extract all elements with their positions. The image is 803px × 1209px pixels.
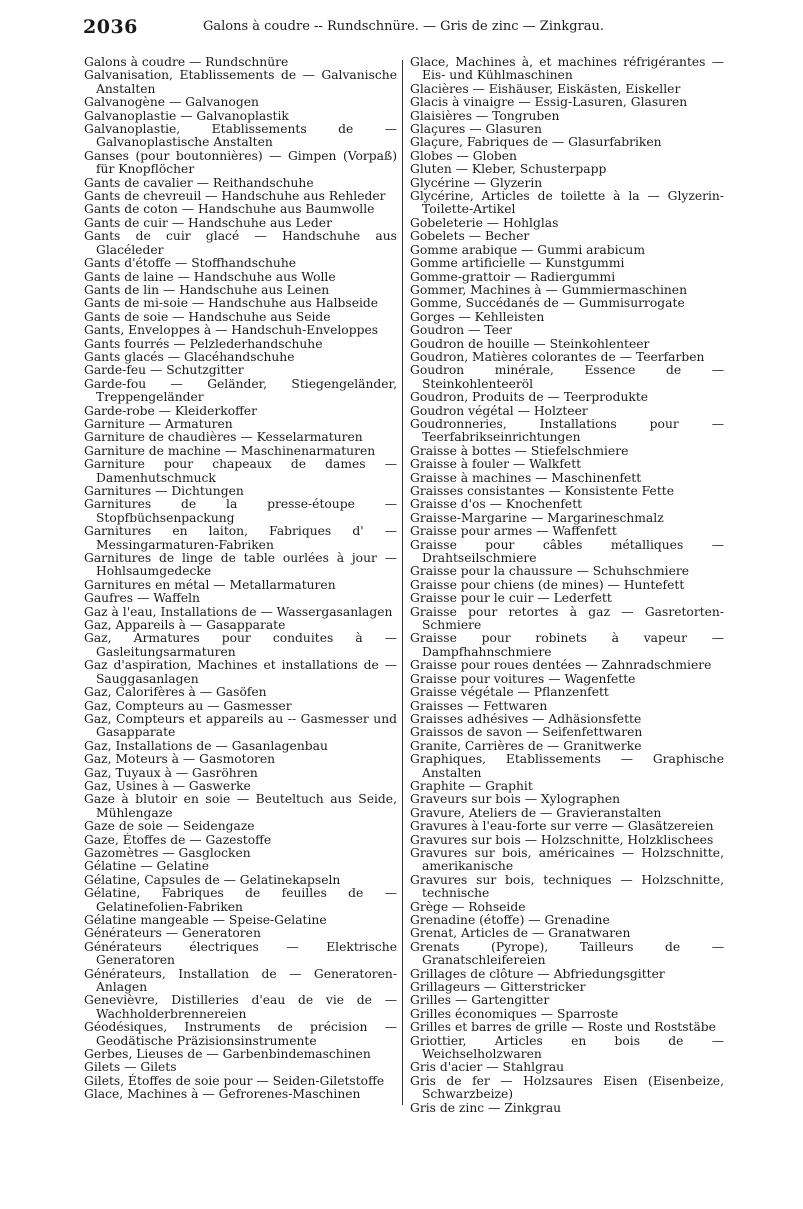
dictionary-entry: Graphiques, Etablissements — Graphische Anstalten (410, 752, 724, 780)
dictionary-entry: Genevièvre, Distilleries d'eau de vie de — Wachholderbrennereien (84, 993, 397, 1021)
dictionary-entry: Gants glacés — Glacéhandschuhe (84, 349, 295, 364)
dictionary-entry: Grilles économiques — Sparroste (410, 1006, 619, 1021)
dictionary-entry: Gants de chevreuil — Handschuhe aus Rehleder (84, 189, 386, 204)
dictionary-entry: Gravures sur bois, techniques — Holzschnitte, technische (410, 872, 724, 901)
dictionary-entry: Glacis à vinaigre — Essig-Lasuren, Glasuren (410, 95, 688, 110)
dictionary-entry: Générateurs, Installation de — Generatoren-Anlagen (84, 966, 397, 995)
dictionary-entry: Graisse pour armes — Waffenfett (410, 524, 617, 539)
dictionary-entry: Gants de cavalier — Reithandschuhe (84, 175, 314, 190)
dictionary-entry: Goudronneries, Installations pour — Teerfabrikseinrichtungen (410, 416, 724, 445)
running-title: Galons à coudre -- Rundschnüre. — Gris de zinc — Zinkgrau. (203, 19, 605, 34)
dictionary-entry: Gluten — Kleber, Schusterpapp (410, 162, 607, 177)
dictionary-entry: Gants de mi-soie — Handschuhe aus Halbseide (84, 296, 379, 311)
dictionary-entry: Gravures sur bois, américaines — Holzschnitte, amerikanische (410, 845, 724, 874)
right-column (410, 56, 724, 1115)
dictionary-entry: Grenats (Pyrope), Tailleurs de — Granatschleifereien (410, 939, 724, 968)
dictionary-entry: Gants d'étoffe — Stoffhandschuhe (84, 256, 297, 271)
dictionary-entry: Grenadine (étoffe) — Grenadine (410, 913, 610, 927)
dictionary-entry: Gazomètres — Gasglocken (84, 845, 251, 860)
dictionary-entry: Griottier, Articles en bois de — Weichselholzwaren (410, 1033, 724, 1062)
dictionary-entry: Graisse-Margarine — Margarineschmalz (410, 510, 664, 525)
dictionary-entry: Garniture de chaudières — Kesselarmaturen (84, 430, 363, 445)
dictionary-entry: Galons à coudre — Rundschnüre (84, 55, 289, 69)
dictionary-entry: Gaz, Tuyaux à — Gasröhren (84, 765, 258, 780)
dictionary-entry: Graisse pour la chaussure — Schuhschmiere (410, 564, 690, 579)
dictionary-entry: Galvanoplastie, Etablissements de — Galvanoplastische Anstalten (84, 122, 397, 150)
dictionary-entry: Graisse pour chiens (de mines) — Huntefett (410, 577, 685, 592)
dictionary-entry: Graisse pour robinets à vapeur — Dampfhahnschmiere (410, 631, 724, 659)
dictionary-entry: Garde-feu — Schutzgitter (84, 363, 244, 378)
dictionary-entry: Grillages de clôture — Abfriedungsgitter (410, 966, 665, 981)
dictionary-entry: Graisse d'os — Knochenfett (410, 497, 583, 512)
dictionary-entry: Graissos de savon — Seifenfettwaren (410, 725, 643, 740)
dictionary-entry: Graisse végétale — Pflanzenfett (410, 685, 609, 700)
dictionary-entry: Graisses adhésives — Adhäsionsfette (410, 711, 642, 726)
dictionary-entry: Gaz, Installations de — Gasanlagenbau (84, 738, 328, 753)
column-divider (402, 60, 403, 1105)
dictionary-entry: Gaz, Moteurs à — Gasmotoren (84, 752, 276, 767)
dictionary-entry: Graisse pour roues dentées — Zahnradschmiere (410, 658, 712, 673)
dictionary-entry: Gélatine — Gelatine (84, 859, 209, 874)
dictionary-entry: Goudron de houille — Steinkohlenteer (410, 336, 650, 351)
dictionary-entry: Graphite — Graphit (410, 778, 533, 793)
dictionary-entry: Gris de fer — Holzsaures Eisen (Eisenbeize, Schwarzbeize) (410, 1073, 724, 1102)
dictionary-entry: Gravures à l'eau-forte sur verre — Glasätzereien (410, 819, 714, 834)
page-number: 2036 (83, 16, 138, 38)
dictionary-entry: Gants de soie — Handschuhe aus Seide (84, 309, 331, 324)
dictionary-entry: Graisses — Fettwaren (410, 698, 548, 713)
dictionary-entry: Gravures sur bois — Holzschnitte, Holzklischees (410, 832, 714, 847)
dictionary-entry: Gaz, Compteurs au — Gasmesser (84, 698, 292, 713)
dictionary-entry: Glycérine — Glyzerin (410, 175, 543, 190)
dictionary-entry: Gomme-grattoir — Radiergummi (410, 269, 616, 284)
dictionary-entry: Gomme artificielle — Kunstgummi (410, 256, 625, 271)
dictionary-entry: Graisse à machines — Maschinenfett (410, 470, 642, 485)
dictionary-entry: Gommer, Machines à — Gummiermaschinen (410, 282, 688, 297)
dictionary-entry: Gants, Enveloppes à — Handschuh-Enveloppes (84, 323, 379, 338)
dictionary-entry: Gants de lin — Handschuhe aus Leinen (84, 282, 330, 297)
dictionary-entry: Gants de laine — Handschuhe aus Wolle (84, 269, 336, 284)
dictionary-entry: Gaze, Étoffes de — Gazestoffe (84, 832, 272, 847)
dictionary-entry: Garde-fou — Geländer, Stiegengeländer, Treppengeländer (84, 376, 397, 405)
dictionary-entry: Gaz, Calorifères à — Gasöfen (84, 685, 267, 700)
dictionary-entry: Gants fourrés — Pelzlederhandschuhe (84, 336, 323, 351)
dictionary-entry: Graisse à fouler — Walkfett (410, 457, 582, 472)
dictionary-entry: Garniture pour chapeaux de dames — Damenhutschmuck (84, 457, 397, 485)
dictionary-entry: Gaz, Armatures pour conduites à — Gasleitungsarmaturen (84, 631, 397, 659)
dictionary-entry: Gaufres — Waffeln (84, 591, 200, 606)
dictionary-entry: Grège — Rohseide (410, 899, 526, 914)
dictionary-entry: Galvanisation, Etablissements de — Galvanische Anstalten (84, 68, 397, 96)
dictionary-entry: Graisse pour câbles métalliques — Drahtseilschmiere (410, 537, 724, 566)
dictionary-entry: Gaze de soie — Seidengaze (84, 819, 255, 834)
dictionary-entry: Graisse pour retortes à gaz — Gasretorten-Schmiere (410, 604, 724, 633)
page-header (83, 16, 743, 38)
dictionary-entry: Géodésiques, Instruments de précision — Geodätische Präzisionsinstrumente (84, 1020, 397, 1048)
dictionary-entry: Gomme, Succédanés de — Gummisurrogate (410, 296, 685, 311)
dictionary-entry: Garnitures de linge de table ourlées à jour — Hohlsaumgedecke (84, 551, 397, 579)
dictionary-entry: Graisse à bottes — Stiefelschmiere (410, 443, 629, 458)
dictionary-entry: Gaz, Compteurs et appareils au -- Gasmesser und Gasapparate (84, 711, 397, 740)
dictionary-entry: Glaçures — Glasuren (410, 122, 542, 137)
dictionary-entry: Grilles et barres de grille — Roste und Roststäbe (410, 1020, 716, 1035)
dictionary-entry: Goudron — Teer (410, 323, 513, 338)
dictionary-entry: Goudron minérale, Essence de — Steinkohlenteeröl (410, 363, 724, 391)
dictionary-entry: Gants de coton — Handschuhe aus Baumwolle (84, 202, 375, 217)
dictionary-entry: Garnitures de la presse-étoupe — Stopfbüchsenpackung (84, 497, 397, 525)
dictionary-entry: Goudron végétal — Holzteer (410, 403, 588, 418)
dictionary-entry: Gélatine mangeable — Speise-Gelatine (84, 913, 327, 927)
dictionary-entry: Garniture — Armaturen (84, 416, 233, 431)
dictionary-entry: Garnitures en laiton, Fabriques d' — Messingarmaturen-Fabriken (84, 524, 397, 552)
dictionary-entry: Grillageurs — Gitterstricker (410, 980, 586, 995)
dictionary-entry: Graisses consistantes — Konsistente Fette (410, 484, 674, 498)
dictionary-entry: Générateurs — Generatoren (84, 926, 261, 941)
left-column (84, 56, 397, 1102)
dictionary-entry: Galvanogène — Galvanogen (84, 95, 259, 110)
dictionary-entry: Glacières — Eishäuser, Eiskästen, Eiskeller (410, 81, 681, 96)
dictionary-entry: Grenat, Articles de — Granatwaren (410, 926, 631, 941)
dictionary-entry: Glaçure, Fabriques de — Glasurfabriken (410, 135, 662, 150)
dictionary-entry: Gris d'acier — Stahlgrau (410, 1060, 565, 1075)
dictionary-entry: Gravure, Ateliers de — Gravieranstalten (410, 805, 662, 820)
dictionary-entry: Graisse pour le cuir — Lederfett (410, 591, 612, 606)
dictionary-entry: Grilles — Gartengitter (410, 993, 550, 1008)
dictionary-entry: Goudron, Matières colorantes de — Teerfarben (410, 349, 705, 364)
dictionary-entry: Gaz, Usines à — Gaswerke (84, 778, 251, 793)
dictionary-entry: Générateurs électriques — Elektrische Generatoren (84, 939, 397, 968)
dictionary-entry: Glace, Machines à — Gefrorenes-Maschinen (84, 1087, 361, 1102)
dictionary-entry: Gélatine, Capsules de — Gelatinekapseln (84, 872, 341, 887)
dictionary-entry: Gris de zinc — Zinkgrau (410, 1100, 562, 1115)
dictionary-entry: Globes — Globen (410, 148, 517, 163)
dictionary-entry: Gilets — Gilets (84, 1060, 177, 1075)
dictionary-entry: Gants de cuir glacé — Handschuhe aus Glacéleder (84, 229, 397, 257)
dictionary-entry: Gerbes, Lieuses de — Garbenbindemaschinen (84, 1047, 371, 1062)
dictionary-entry: Goudron, Produits de — Teerprodukte (410, 390, 649, 405)
dictionary-entry: Granite, Carrières de — Granitwerke (410, 738, 642, 753)
dictionary-entry: Gomme arabique — Gummi arabicum (410, 242, 645, 257)
dictionary-entry: Garnitures en métal — Metallarmaturen (84, 577, 336, 592)
dictionary-entry: Glaisières — Tongruben (410, 108, 560, 123)
dictionary-entry: Glycérine, Articles de toilette à la — Glyzerin-Toilette-Artikel (410, 189, 724, 217)
dictionary-entry: Gaz, Appareils à — Gasapparate (84, 618, 286, 633)
dictionary-entry: Gorges — Kehlleisten (410, 309, 545, 324)
dictionary-entry: Gilets, Étoffes de soie pour — Seiden-Giletstoffe (84, 1073, 385, 1088)
dictionary-entry: Galvanoplastie — Galvanoplastik (84, 108, 289, 123)
dictionary-entry: Gants de cuir — Handschuhe aus Leder (84, 215, 332, 230)
dictionary-entry: Gobeleterie — Hohlglas (410, 215, 559, 230)
dictionary-entry: Gélatine, Fabriques de feuilles de — Gelatinefolien-Fabriken (84, 886, 397, 914)
dictionary-entry: Garde-robe — Kleiderkoffer (84, 403, 257, 418)
dictionary-entry: Garniture de machine — Maschinenarmaturen (84, 443, 376, 458)
dictionary-entry: Gaze à blutoir en soie — Beuteltuch aus Seide, Mühlengaze (84, 792, 397, 820)
dictionary-entry: Gobelets — Becher (410, 229, 530, 244)
dictionary-entry: Graveurs sur bois — Xylographen (410, 792, 621, 807)
dictionary-entry: Graisse pour voitures — Wagenfette (410, 671, 636, 686)
dictionary-entry: Gaz à l'eau, Installations de — Wassergasanlagen (84, 604, 393, 619)
dictionary-entry: Glace, Machines à, et machines réfrigérantes — Eis- und Kühlmaschinen (410, 55, 724, 83)
dictionary-entry: Garnitures — Dichtungen (84, 484, 244, 498)
dictionary-entry: Gaz d'aspiration, Machines et installations de — Sauggasanlagen (84, 658, 397, 686)
dictionary-entry: Ganses (pour boutonnières) — Gimpen (Vorpaß) für Knopflöcher (84, 148, 397, 177)
